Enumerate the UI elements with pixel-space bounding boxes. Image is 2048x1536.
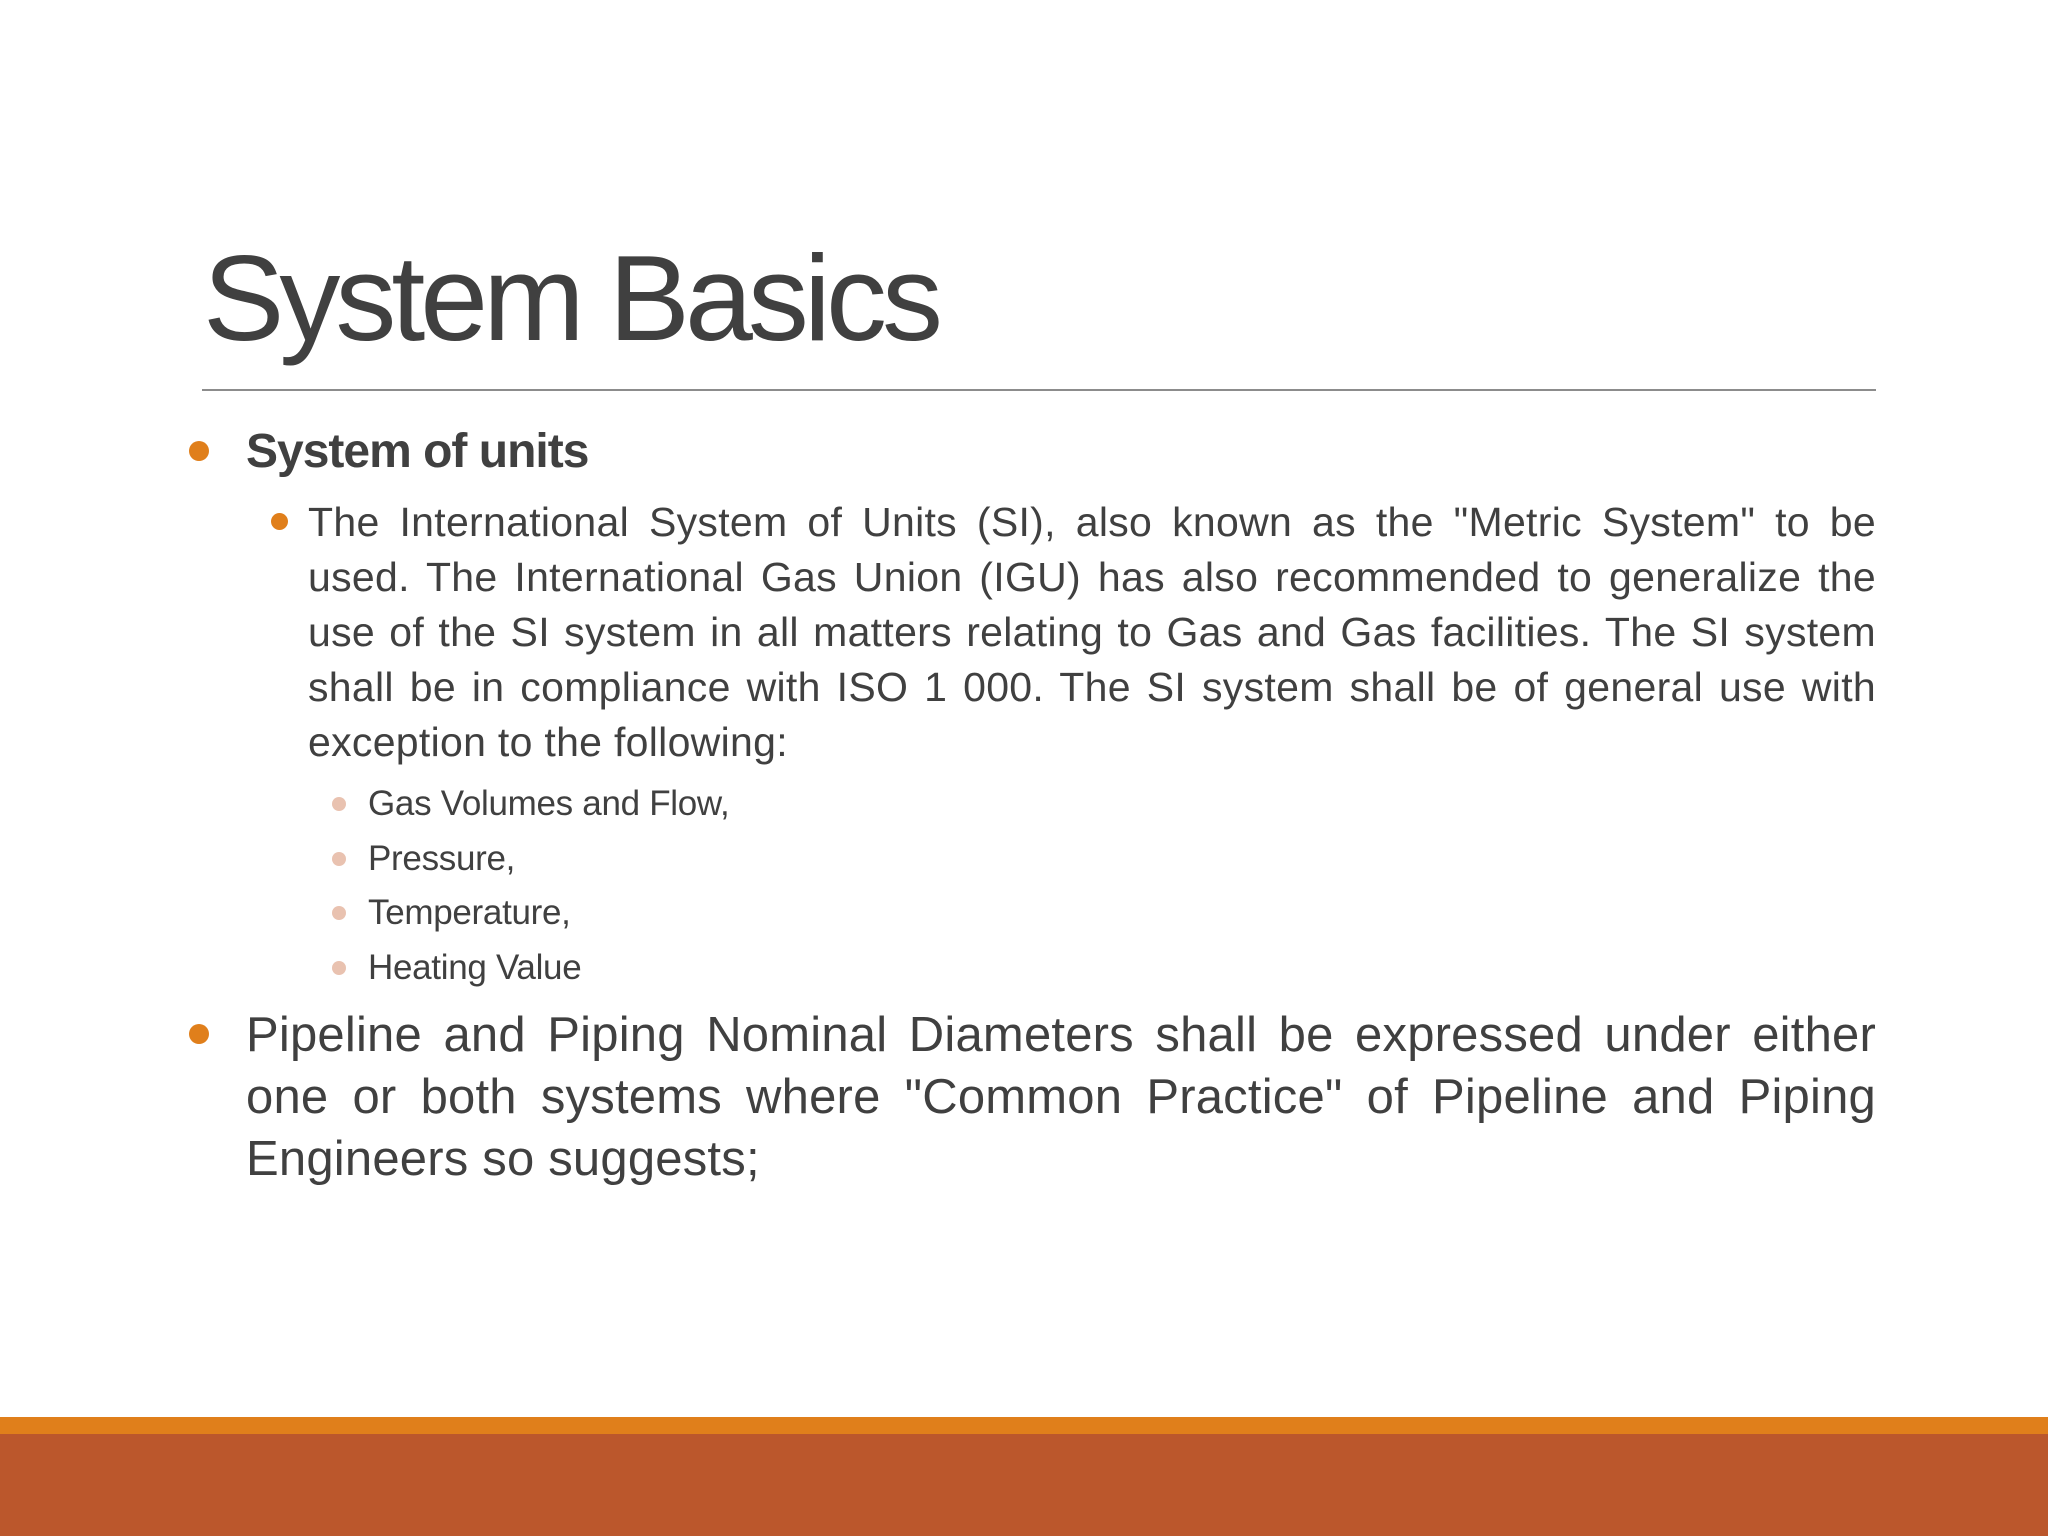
bullet-heading: System of units	[246, 425, 589, 478]
list-item: Temperature,	[368, 893, 571, 932]
list-bullet-dot-icon	[332, 961, 346, 975]
list-item: Heating Value	[368, 948, 582, 987]
slide-title: System Basics	[203, 230, 938, 366]
list-bullet-dot-icon	[332, 906, 346, 920]
bullet-dot-icon	[189, 441, 209, 461]
footer-band	[0, 1434, 2048, 1536]
title-divider	[202, 389, 1876, 391]
sub-bullet-dot-icon	[271, 513, 288, 530]
bullet-text: Pipeline and Piping Nominal Diameters shall be expressed under either one or both systems where "Common Practice" of Pipeline and Piping Engineers so suggests;	[246, 1008, 1876, 1186]
list-bullet-dot-icon	[332, 797, 346, 811]
list-item: Gas Volumes and Flow,	[368, 784, 730, 823]
sub-bullet-text: The International System of Units (SI), also known as the "Metric System" to be used. The International Gas Union (IGU) has also recommended to generalize the use of the SI system in all matters relating to Gas and Gas facilities. The SI system shall be in compliance with ISO 1 000. The SI system shall be of general use with exception to the following:	[308, 499, 1876, 765]
list-bullet-dot-icon	[332, 852, 346, 866]
bullet-dot-icon	[189, 1024, 209, 1044]
list-item: Pressure,	[368, 839, 516, 878]
footer-accent-stripe	[0, 1417, 2048, 1434]
